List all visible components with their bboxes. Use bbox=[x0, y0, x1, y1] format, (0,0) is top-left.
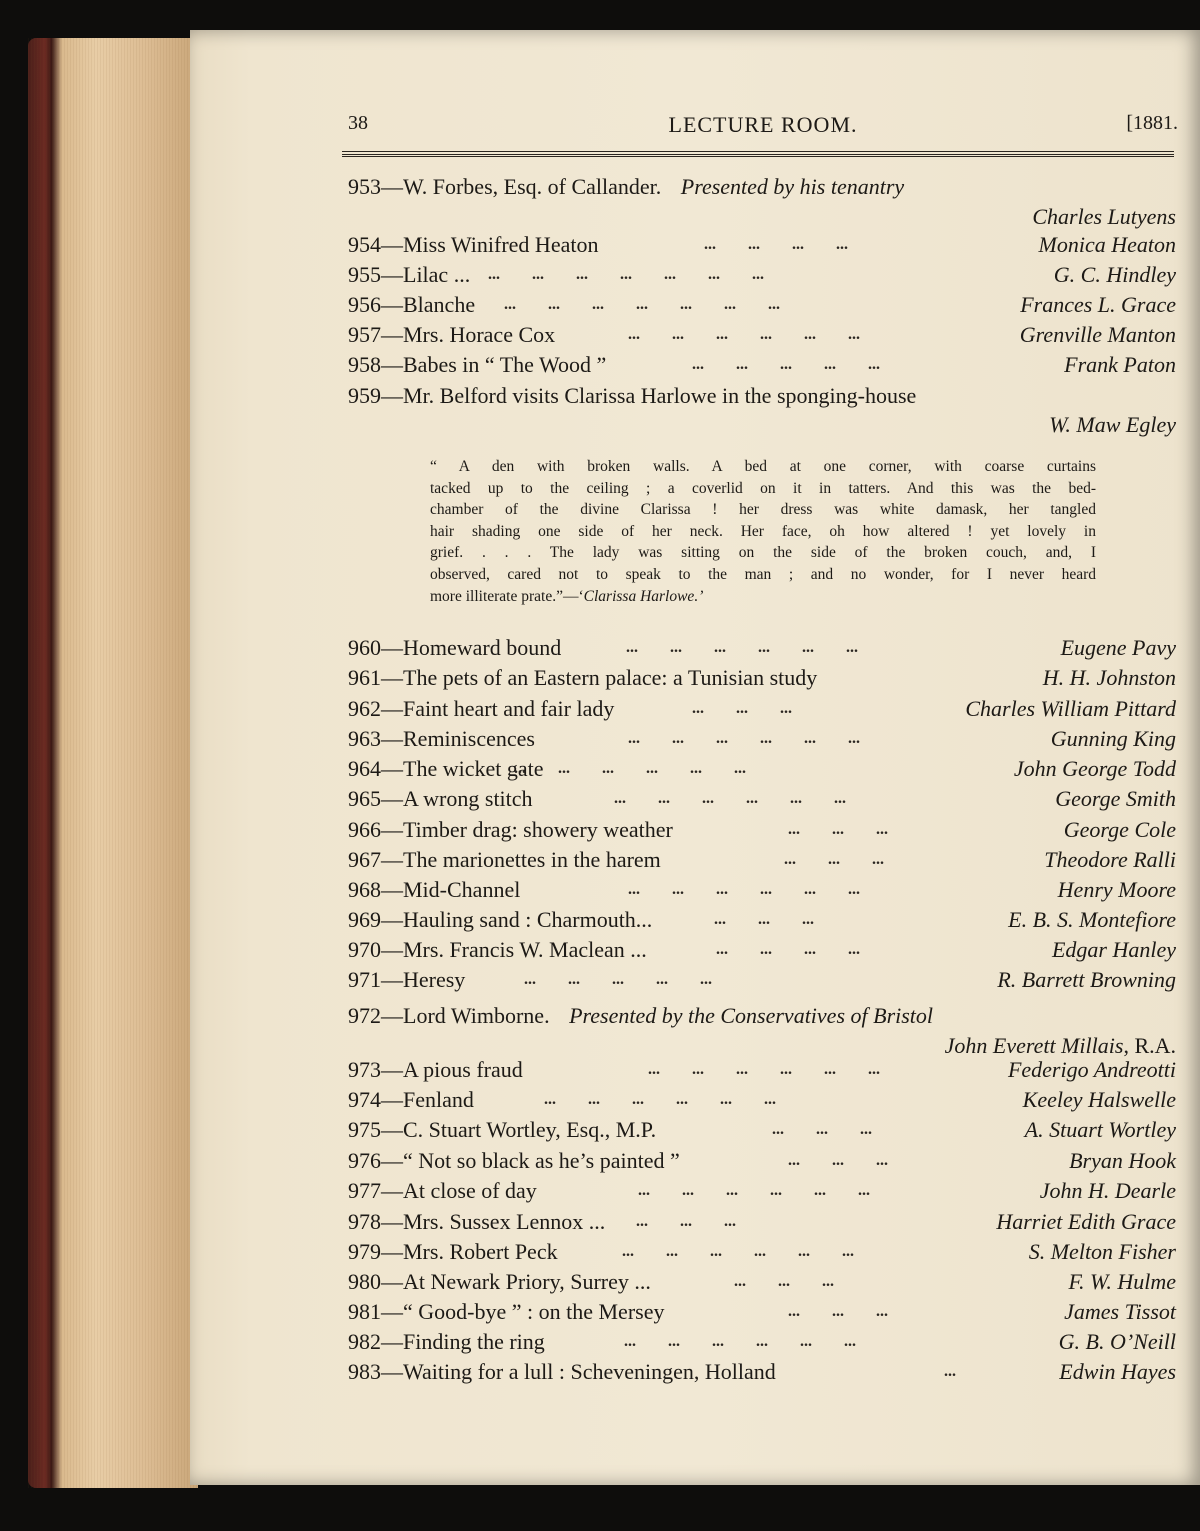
entry-number: 983 bbox=[348, 1359, 381, 1384]
artist-name: R. Barrett Browning bbox=[997, 967, 1176, 992]
entry-number: 958 bbox=[348, 352, 381, 377]
artist-name: Henry Moore bbox=[1057, 877, 1176, 902]
entry-title: Mrs. Francis W. Maclean ... bbox=[403, 937, 647, 962]
entry-number: 972 bbox=[348, 1003, 381, 1028]
artist-name: James Tissot bbox=[1064, 1299, 1176, 1324]
entry-title: A wrong stitch bbox=[403, 786, 533, 811]
entry-title: “ Not so black as he’s painted ” bbox=[403, 1148, 680, 1173]
entry-number: 955 bbox=[348, 262, 381, 287]
dot-leader: ... ... ... ... ... ... bbox=[622, 1243, 854, 1260]
entry-title: Reminiscences bbox=[403, 726, 535, 751]
dot-leader: ... ... ... ... ... ... bbox=[628, 730, 860, 747]
entry-text: 971—Heresy bbox=[348, 967, 466, 992]
dot-leader: ... ... ... ... ... ... bbox=[628, 881, 860, 898]
entry-number: 965 bbox=[348, 786, 381, 811]
catalogue-entry bbox=[348, 260, 1176, 290]
entry-number: 981 bbox=[348, 1299, 381, 1324]
entry-title: Waiting for a lull : Scheveningen, Holland bbox=[403, 1359, 776, 1384]
artist-name: Edgar Hanley bbox=[1051, 937, 1176, 962]
dot-leader: ... ... ... bbox=[784, 851, 884, 868]
entry-text: 970—Mrs. Francis W. Maclean ... bbox=[348, 937, 647, 962]
entry-number: 966 bbox=[348, 817, 381, 842]
page-title: LECTURE ROOM. bbox=[668, 112, 858, 137]
entry-text: 974—Fenland bbox=[348, 1087, 474, 1112]
entry-text: 979—Mrs. Robert Peck bbox=[348, 1239, 558, 1264]
catalogue-entry bbox=[348, 1357, 1176, 1387]
entry-title: Heresy bbox=[403, 967, 466, 992]
quote-text: more illiterate prate.”—‘ bbox=[430, 587, 584, 605]
dot-leader: ... ... ... bbox=[788, 1152, 888, 1169]
dot-leader: ... ... ... ... ... ... bbox=[648, 1061, 880, 1078]
catalogue-entry bbox=[348, 1085, 1176, 1115]
entry-number: 980 bbox=[348, 1269, 381, 1294]
quote-line: grief. . . . The lady was sitting on the side of the broken couch, and, I bbox=[430, 544, 1096, 562]
entry-number: 959 bbox=[348, 383, 381, 408]
entry-text: 966—Timber drag: showery weather bbox=[348, 817, 673, 842]
entry-title: The pets of an Eastern palace: a Tunisian study bbox=[403, 665, 818, 690]
entry-text: 956—Blanche bbox=[348, 292, 476, 317]
entry-title: Babes in “ The Wood ” bbox=[403, 352, 607, 377]
entry-title: Homeward bound bbox=[403, 635, 562, 660]
artist-name: Charles Lutyens bbox=[1032, 204, 1176, 229]
book-page-edges bbox=[28, 38, 198, 1488]
catalogue-entry bbox=[348, 663, 1176, 693]
entry-number: 977 bbox=[348, 1178, 381, 1203]
artist-name: Bryan Hook bbox=[1069, 1148, 1176, 1173]
catalogue-entry bbox=[348, 172, 1176, 202]
entry-number: 957 bbox=[348, 322, 381, 347]
artist-line bbox=[348, 410, 1176, 440]
entry-title: Timber drag: showery weather bbox=[403, 817, 673, 842]
catalogue-entry bbox=[348, 1055, 1176, 1085]
catalogue-entry bbox=[348, 350, 1176, 380]
dot-leader: ... ... ... ... ... ... ... bbox=[504, 296, 780, 313]
entry-number: 969 bbox=[348, 907, 381, 932]
entry-title: W. Forbes, Esq. of Callander. bbox=[403, 174, 662, 199]
presented-by: Presented by his tenantry bbox=[675, 174, 905, 199]
catalogue-entry bbox=[348, 965, 1176, 995]
catalogue-entry bbox=[348, 694, 1176, 724]
entry-title: Lord Wimborne. bbox=[403, 1003, 550, 1028]
artist-name: George Smith bbox=[1055, 786, 1176, 811]
artist-name: Harriet Edith Grace bbox=[996, 1209, 1176, 1234]
entry-title: Mid-Channel bbox=[403, 877, 521, 902]
entry-text: 978—Mrs. Sussex Lennox ... bbox=[348, 1209, 606, 1234]
dot-leader: ... ... ... ... ... bbox=[692, 356, 880, 373]
entry-title: At Newark Priory, Surrey ... bbox=[403, 1269, 651, 1294]
artist-honour: , R.A. bbox=[1123, 1033, 1176, 1058]
catalogue-entry bbox=[348, 1115, 1176, 1145]
dot-leader: ... ... ... bbox=[788, 821, 888, 838]
dot-leader: ... ... ... bbox=[772, 1121, 872, 1138]
artist-name: G. B. O’Neill bbox=[1058, 1329, 1176, 1354]
artist-name: Federigo Andreotti bbox=[1007, 1057, 1176, 1082]
entry-text: 964—The wicket gate bbox=[348, 756, 544, 781]
header-rule bbox=[342, 151, 1174, 157]
entry-text: 953—W. Forbes, Esq. of Callander. Presented by his tenantry bbox=[348, 174, 905, 199]
entry-title: Fenland bbox=[403, 1087, 474, 1112]
artist-name: Keeley Halswelle bbox=[1022, 1087, 1176, 1112]
entry-number: 975 bbox=[348, 1117, 381, 1142]
entry-title: Hauling sand : Charmouth... bbox=[403, 907, 653, 932]
entry-text: 983—Waiting for a lull : Scheveningen, Holland bbox=[348, 1359, 776, 1384]
dot-leader: ... ... ... ... ... ... ... bbox=[488, 266, 764, 283]
entry-number: 961 bbox=[348, 665, 381, 690]
artist-name: G. C. Hindley bbox=[1053, 262, 1176, 287]
quote-line: observed, cared not to speak to the man ; and no wonder, for I never heard bbox=[430, 565, 1096, 583]
entry-number: 974 bbox=[348, 1087, 381, 1112]
entry-text: 969—Hauling sand : Charmouth... bbox=[348, 907, 653, 932]
entry-title: Mrs. Horace Cox bbox=[403, 322, 556, 347]
catalogue-entry bbox=[348, 1146, 1176, 1176]
entry-text: 980—At Newark Priory, Surrey ... bbox=[348, 1269, 651, 1294]
artist-name: H. H. Johnston bbox=[1042, 665, 1176, 690]
entry-text: 976—“ Not so black as he’s painted ” bbox=[348, 1148, 680, 1173]
artist-name: Frances L. Grace bbox=[1020, 292, 1176, 317]
entry-text: 972—Lord Wimborne. Presented by the Conservatives of Bristol bbox=[348, 1003, 934, 1028]
entry-title: C. Stuart Wortley, Esq., M.P. bbox=[403, 1117, 657, 1142]
entry-text: 958—Babes in “ The Wood ” bbox=[348, 352, 607, 377]
quote-line: “ A den with broken walls. A bed at one corner, with coarse curtains bbox=[430, 458, 1096, 475]
entry-number: 982 bbox=[348, 1329, 381, 1354]
artist-name: Monica Heaton bbox=[1038, 232, 1176, 257]
page-number: 38 bbox=[348, 112, 368, 134]
entry-number: 956 bbox=[348, 292, 381, 317]
dot-leader: ... ... ... ... ... ... bbox=[614, 790, 846, 807]
entry-title: The marionettes in the harem bbox=[403, 847, 661, 872]
catalogue-entry bbox=[348, 754, 1176, 784]
entry-text: 973—A pious fraud bbox=[348, 1057, 523, 1082]
dot-leader: ... ... ... ... ... ... bbox=[624, 1333, 856, 1350]
artist-name: F. W. Hulme bbox=[1068, 1269, 1176, 1294]
entry-title: Finding the ring bbox=[403, 1329, 545, 1354]
entry-number: 960 bbox=[348, 635, 381, 660]
entry-title: Mrs. Robert Peck bbox=[403, 1239, 558, 1264]
entry-number: 962 bbox=[348, 696, 381, 721]
catalogue-entry bbox=[348, 1176, 1176, 1206]
dot-leader: ... ... ... ... ... ... bbox=[514, 760, 746, 777]
dot-leader: ... ... ... bbox=[692, 700, 792, 717]
catalogue-entry bbox=[348, 905, 1176, 935]
entry-title: Lilac ... bbox=[403, 262, 471, 287]
dot-leader: ... ... ... ... ... ... bbox=[626, 639, 858, 656]
entry-text: 961—The pets of an Eastern palace: a Tunisian study bbox=[348, 665, 818, 690]
running-head bbox=[348, 112, 1178, 144]
entry-number: 979 bbox=[348, 1239, 381, 1264]
entry-text: 967—The marionettes in the harem bbox=[348, 847, 661, 872]
entry-number: 971 bbox=[348, 967, 381, 992]
catalogue-entry bbox=[348, 845, 1176, 875]
artist-name: Theodore Ralli bbox=[1044, 847, 1176, 872]
entry-text: 968—Mid-Channel bbox=[348, 877, 521, 902]
entry-number: 953 bbox=[348, 174, 381, 199]
entry-title: Mrs. Sussex Lennox ... bbox=[403, 1209, 606, 1234]
entry-text: 955—Lilac ... bbox=[348, 262, 471, 287]
entry-number: 964 bbox=[348, 756, 381, 781]
artist-name: S. Melton Fisher bbox=[1028, 1239, 1176, 1264]
dot-leader: ... ... ... bbox=[788, 1303, 888, 1320]
entry-title: Blanche bbox=[403, 292, 476, 317]
entry-title: A pious fraud bbox=[403, 1057, 523, 1082]
artist-name: George Cole bbox=[1063, 817, 1176, 842]
catalogue-entry bbox=[348, 875, 1176, 905]
dot-leader: ... ... ... ... ... ... bbox=[628, 326, 860, 343]
artist-name: John H. Dearle bbox=[1039, 1178, 1176, 1203]
catalogue-entry bbox=[348, 815, 1176, 845]
entry-text: 960—Homeward bound bbox=[348, 635, 562, 660]
entry-number: 954 bbox=[348, 232, 381, 257]
entry-title: “ Good-bye ” : on the Mersey bbox=[403, 1299, 665, 1324]
catalogue-entry bbox=[348, 1297, 1176, 1327]
artist-name: Gunning King bbox=[1050, 726, 1176, 751]
entry-number: 970 bbox=[348, 937, 381, 962]
catalogue-entry bbox=[348, 320, 1176, 350]
artist-name: Edwin Hayes bbox=[1059, 1359, 1176, 1384]
catalogue-entry bbox=[348, 633, 1176, 663]
catalogue-entry bbox=[348, 230, 1176, 260]
catalogue-entry bbox=[348, 784, 1176, 814]
dot-leader: ... ... ... bbox=[636, 1213, 736, 1230]
artist-name: Eugene Pavy bbox=[1060, 635, 1176, 660]
dot-leader: ... ... ... bbox=[734, 1273, 834, 1290]
artist-name: W. Maw Egley bbox=[1049, 412, 1176, 437]
entry-text: 975—C. Stuart Wortley, Esq., M.P. bbox=[348, 1117, 657, 1142]
dot-leader: ... ... ... ... ... ... bbox=[544, 1091, 776, 1108]
artist-name: Grenville Manton bbox=[1019, 322, 1176, 347]
catalogue-entry bbox=[348, 724, 1176, 754]
entry-text: 977—At close of day bbox=[348, 1178, 537, 1203]
entry-title: At close of day bbox=[403, 1178, 537, 1203]
entry-number: 967 bbox=[348, 847, 381, 872]
catalogue-entry bbox=[348, 1001, 1176, 1031]
entry-text: 959—Mr. Belford visits Clarissa Harlowe in the sponging-house bbox=[348, 383, 917, 408]
catalogue-entry bbox=[348, 290, 1176, 320]
catalogue-entry bbox=[348, 1327, 1176, 1357]
entry-text: 962—Faint heart and fair lady bbox=[348, 696, 615, 721]
catalogue-entry bbox=[348, 1207, 1176, 1237]
entry-title: The wicket gate bbox=[403, 756, 544, 781]
entry-text: 982—Finding the ring bbox=[348, 1329, 545, 1354]
quote-source: Clarissa Harlowe.’ bbox=[583, 587, 704, 605]
artist-name: John George Todd bbox=[1013, 756, 1176, 781]
entry-title: Faint heart and fair lady bbox=[403, 696, 615, 721]
entry-number: 968 bbox=[348, 877, 381, 902]
catalogue-entry bbox=[348, 1237, 1176, 1267]
entry-title: Mr. Belford visits Clarissa Harlowe in the sponging-house bbox=[403, 383, 917, 408]
entry-text: 963—Reminiscences bbox=[348, 726, 535, 751]
catalogue-entry bbox=[348, 935, 1176, 965]
dot-leader: ... bbox=[944, 1363, 956, 1380]
dot-leader: ... ... ... bbox=[714, 911, 814, 928]
entry-number: 963 bbox=[348, 726, 381, 751]
artist-name: A. Stuart Wortley bbox=[1024, 1117, 1176, 1142]
entry-text: 957—Mrs. Horace Cox bbox=[348, 322, 556, 347]
catalogue-entry bbox=[348, 1267, 1176, 1297]
artist-name: Frank Paton bbox=[1064, 352, 1176, 377]
entry-number: 973 bbox=[348, 1057, 381, 1082]
artist-name: Charles William Pittard bbox=[965, 696, 1176, 721]
entry-text: 981—“ Good-bye ” : on the Mersey bbox=[348, 1299, 665, 1324]
presented-by: Presented by the Conservatives of Bristol bbox=[563, 1003, 934, 1028]
quote-line-last bbox=[430, 586, 1096, 608]
catalogue-entry bbox=[348, 381, 1176, 411]
dot-leader: ... ... ... ... ... bbox=[524, 971, 712, 988]
entry-text: 965—A wrong stitch bbox=[348, 786, 533, 811]
entry-number: 976 bbox=[348, 1148, 381, 1173]
entry-title: Miss Winifred Heaton bbox=[403, 232, 599, 257]
dot-leader: ... ... ... ... ... ... bbox=[638, 1182, 870, 1199]
dot-leader: ... ... ... ... bbox=[704, 236, 848, 253]
artist-name: John Everett Millais bbox=[944, 1033, 1124, 1058]
year-marker: [1881. bbox=[1126, 112, 1178, 134]
quote-line: hair shading one side of her neck. Her face, oh how altered ! yet lovely in bbox=[430, 522, 1096, 540]
quote-line: tacked up to the ceiling ; a coverlid on it in tatters. And this was the bed- bbox=[430, 479, 1096, 497]
dot-leader: ... ... ... ... bbox=[716, 941, 860, 958]
quote-line: chamber of the divine Clarissa ! her dress was white damask, her tangled bbox=[430, 501, 1096, 519]
entry-number: 978 bbox=[348, 1209, 381, 1234]
artist-name: E. B. S. Montefiore bbox=[1008, 907, 1176, 932]
entry-text: 954—Miss Winifred Heaton bbox=[348, 232, 599, 257]
clarissa-quote bbox=[430, 456, 1096, 607]
artist-line bbox=[348, 202, 1176, 232]
